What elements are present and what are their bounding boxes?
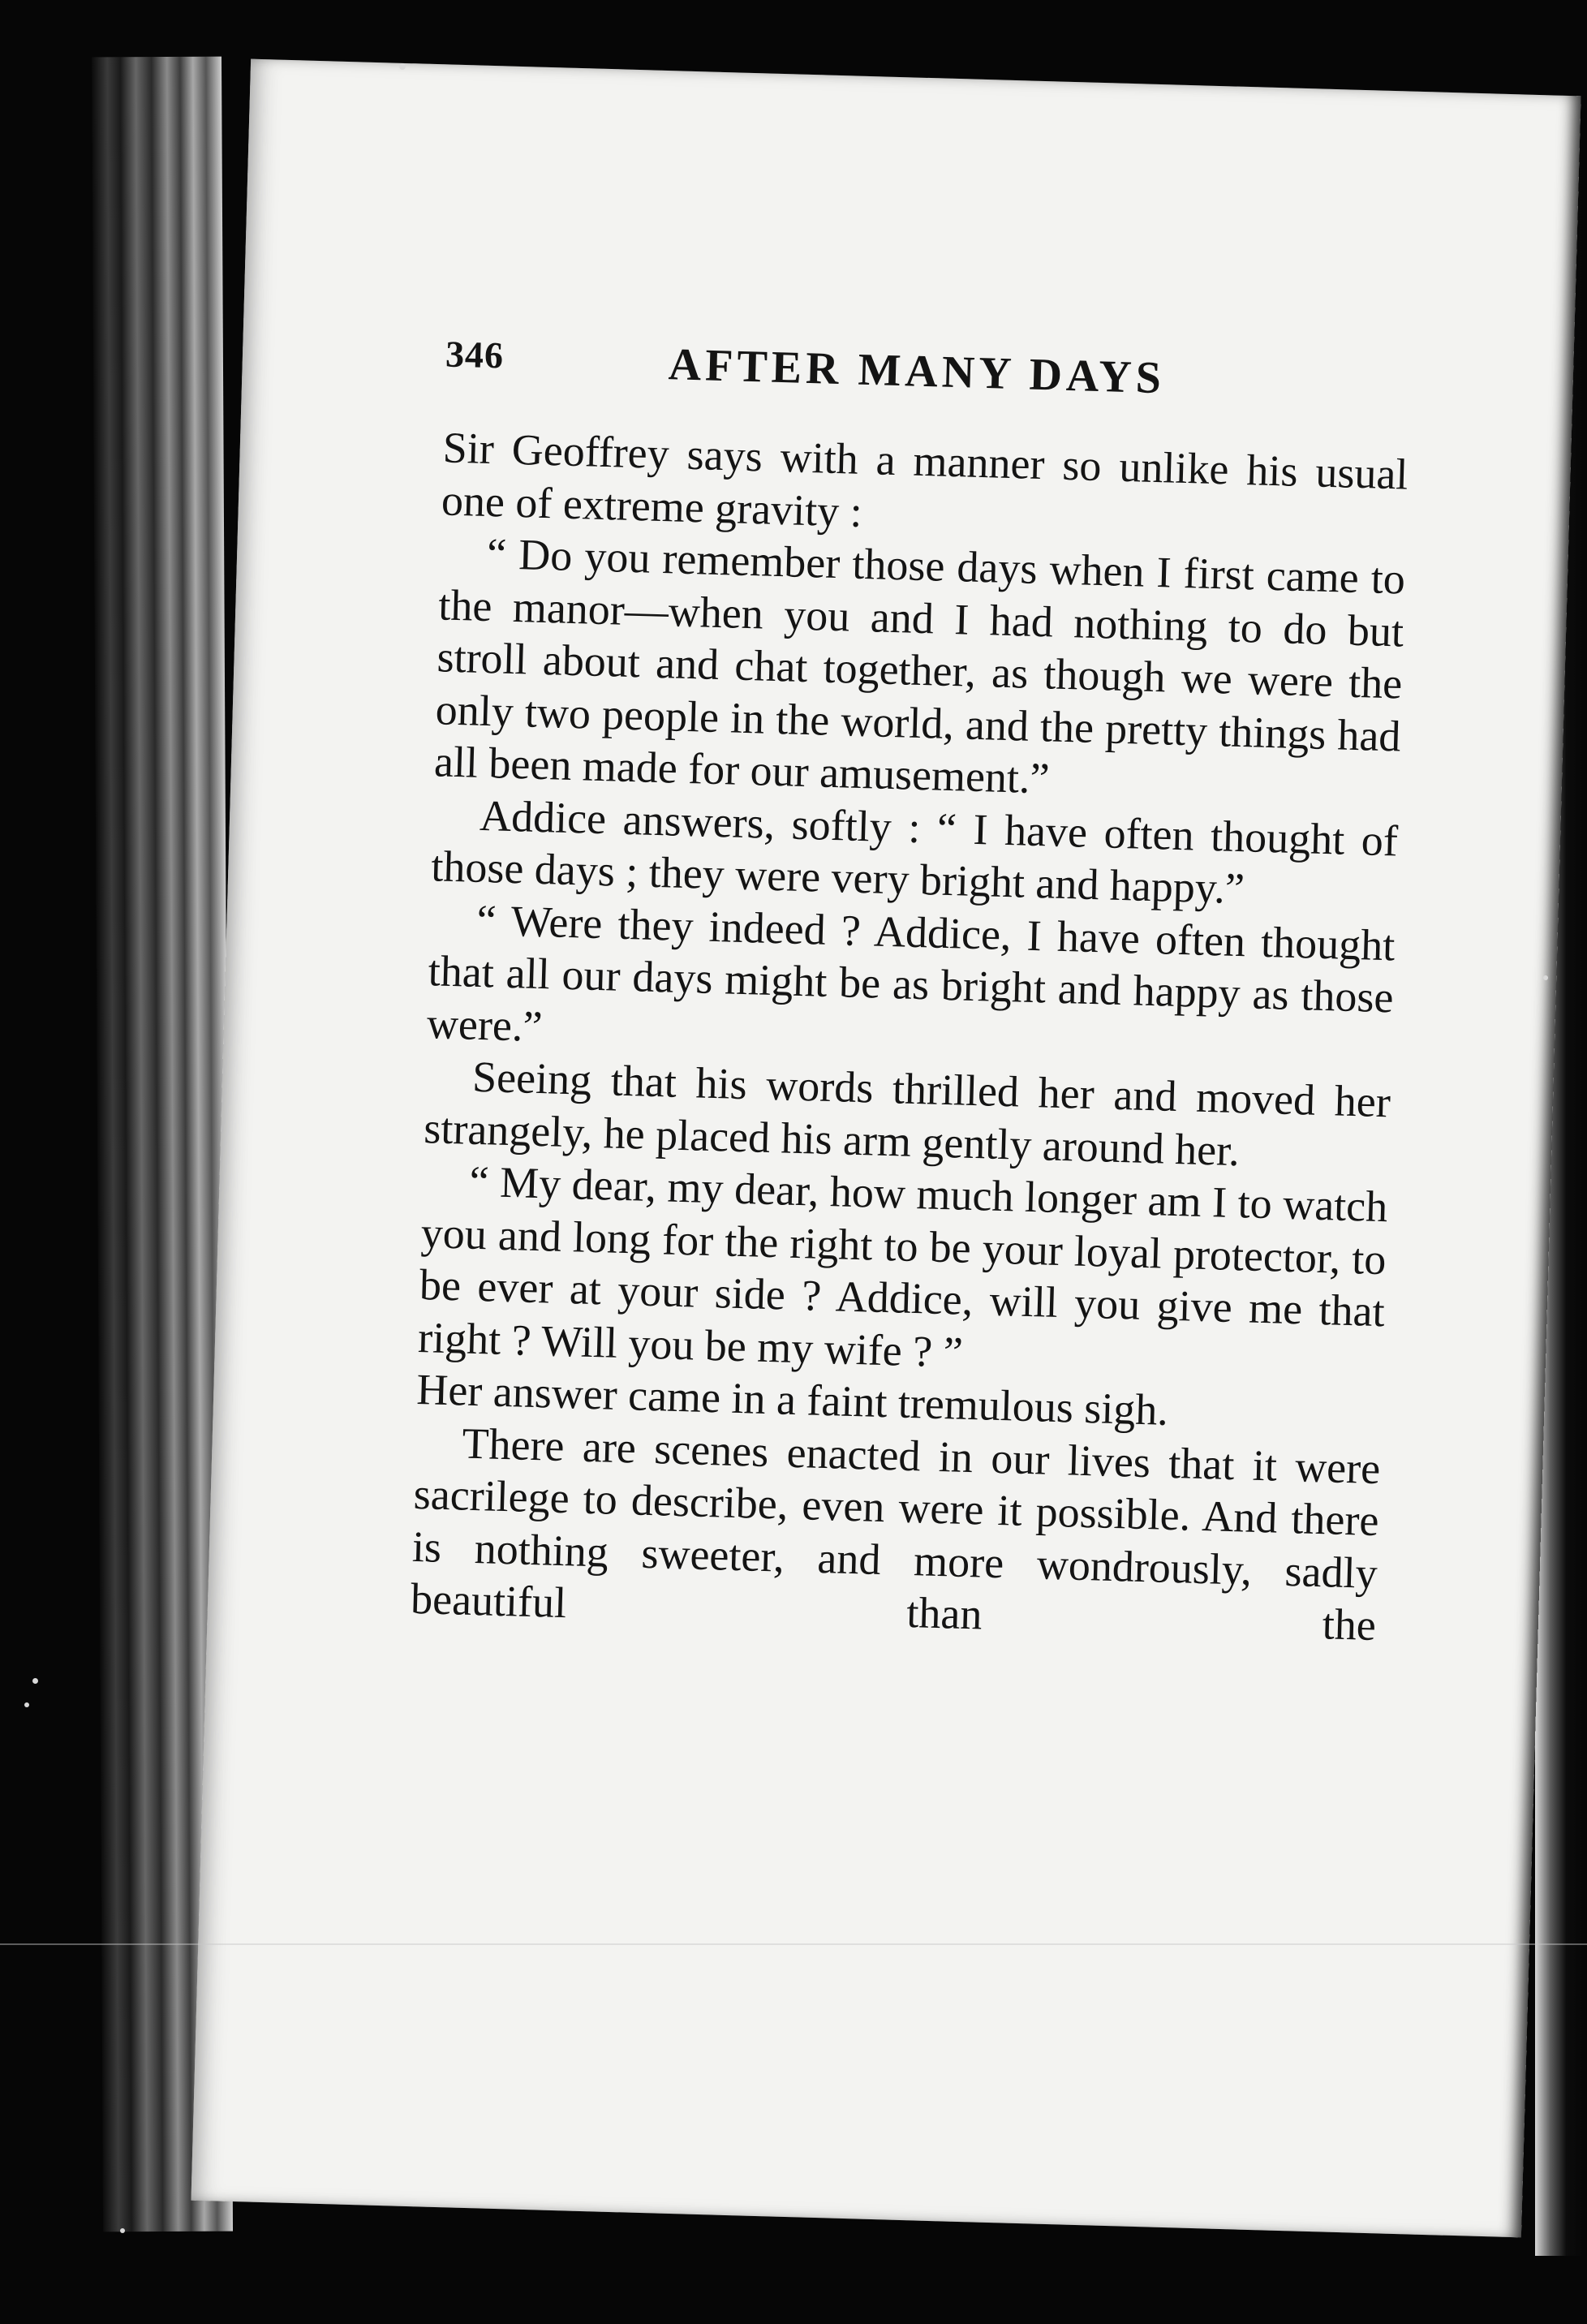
dust-speck — [399, 63, 406, 70]
paragraph-narration: Her answer came in a faint tremulous sigh. — [415, 1364, 1169, 1435]
dust-speck — [32, 1678, 38, 1684]
book-page — [191, 59, 1581, 2238]
paragraph-dialogue: Addice answers, softly : “ I have often thought of those days ; they were very bright and happy.” — [430, 790, 1399, 914]
dust-speck — [1543, 975, 1548, 980]
page-number: 346 — [445, 333, 505, 377]
page-text-block — [410, 332, 1411, 1651]
paragraph-dialogue: “ My dear, my dear, how much longer am I to watch you and long for the right to be your loyal protector, to be ever at your side ? Addice, will you give me that right ? Will you be my wife ? ” — [417, 1156, 1389, 1377]
paragraph-dialogue: “ Were they indeed ? Addice, I have often thought that all our days might be as bright and happy as those were.” — [426, 895, 1396, 1051]
paragraph-dialogue: “ Do you remember those days when I first came to the manor—when you and I had nothing to do but stroll about and chat together, as though we were the only two people in the world, and the pretty things had all been made for our amusement.” — [433, 528, 1406, 803]
dust-speck — [120, 2228, 125, 2233]
dust-speck — [24, 1702, 29, 1707]
paragraph-continuation: Sir Geoffrey says with a manner so unlike his usual one of extreme gravity : — [441, 423, 1409, 536]
paragraph-narration: Seeing that his words thrilled her and moved her strangely, he placed his arm gently around her. — [423, 1052, 1391, 1175]
scan-artifact-line — [0, 1943, 1587, 1945]
running-title: AFTER MANY DAYS — [667, 339, 1166, 404]
paragraph-narration: There are scenes enacted in our lives that it were sacrilege to describe, even were it possible. And there is nothing sweeter, and more wondrously, sadly beautiful than the — [410, 1418, 1382, 1650]
